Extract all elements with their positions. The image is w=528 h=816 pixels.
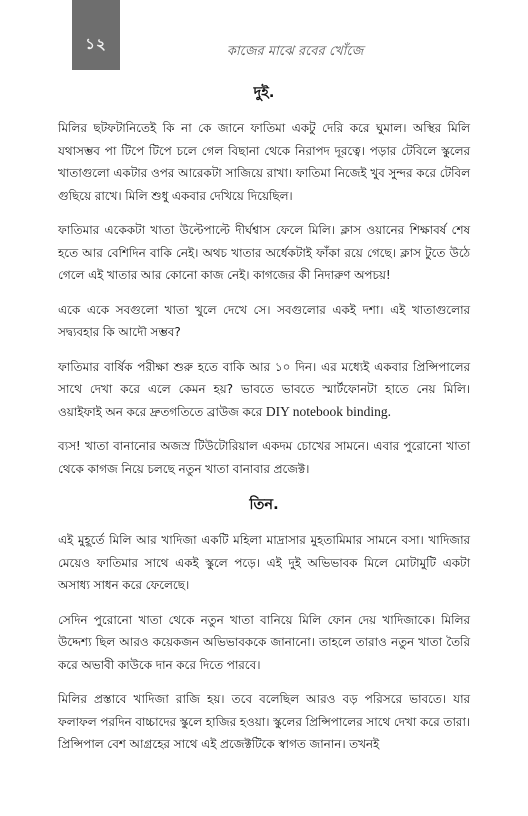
running-header-title: কাজের মাঝে রবের খোঁজে <box>226 44 364 59</box>
paragraph: ব্যস! খাতা বানানোর অজস্র টিউটোরিয়াল একদম চোখের সামনে। এবার পুরোনো খাতা থেকে কাগজ নিয়ে চলছে নতুন খাতা বানাবার প্রজেক্ট। <box>58 439 470 476</box>
page-body <box>58 82 470 768</box>
paragraph <box>58 356 470 424</box>
page-number-tab <box>72 0 120 70</box>
paragraph: মিলির ছটফটানিতেই কি না কে জানে ফাতিমা একটু দেরি করে ঘুমাল। অস্থির মিলি যথাসম্ভব পা টিপে টিপে চলে গেল বিছানা থেকে নিরাপদ দূরত্বে। পড়ার টেবিলে স্কুলের খাতাগুলো একটার ওপর আরেকটা সাজিয়ে রাখা। ফাতিমা নিজেই খুব সুন্দর করে টেবিল গুছিয়ে রাখে। মিলি শুধু একবার দেখিয়ে দিয়েছিল। <box>58 121 470 203</box>
latin-phrase: DIY notebook binding. <box>265 403 391 419</box>
section-heading-two: দুই. <box>253 85 275 101</box>
paragraph: ফাতিমার একেকটা খাতা উল্টেপাল্টে দীর্ঘশ্বাস ফেলে মিলি। ক্লাস ওয়ানের শিক্ষাবর্ষ শেষ হতে আর বেশিদিন বাকি নেই। অথচ খাতার অর্ধেকটাই ফাঁকা রয়ে গেছে। ক্লাস টুতে উঠে গেলে এই খাতার আর কোনো কাজ নেই। কাগজের কী নিদারুণ অপচয়! <box>58 223 470 282</box>
section-heading-three: তিন. <box>249 497 279 513</box>
paragraph-text: ফাতিমার বার্ষিক পরীক্ষা শুরু হতে বাকি আর ১০ দিন। এর মধ্যেই একবার প্রিন্সিপালের সাথে দেখা করে এলে কেমন হয়? ভাবতে ভাবতে স্মার্টফোনটা হাতে নেয় মিলি। ওয়াইফাই অন করে দ্রুতগতিতে ব্রাউজ করে <box>58 359 470 419</box>
paragraph: একে একে সবগুলো খাতা খুলে দেখে সে। সবগুলোর একই দশা। এই খাতাগুলোর সদ্ব্যবহার কি আদৌ সম্ভব? <box>58 302 470 339</box>
paragraph: এই মুহূর্তে মিলি আর খাদিজা একটি মহিলা মাদ্রাসার মুহতামিমার সামনে বসা। খাদিজার মেয়েও ফাতিমার সাথে একই স্কুলে পড়ে। এই দুই অভিভাবক মিলে মোটামুটি একটা অসাধ্য সাধন করে ফেলেছে। <box>58 533 470 592</box>
paragraph: মিলির প্রস্তাবে খাদিজা রাজি হয়। তবে বলেছিল আরও বড় পরিসরে ভাবতে। যার ফলাফল পরদিন বাচ্চাদের স্কুলে হাজির হওয়া। স্কুলের প্রিন্সিপালের সাথে দেখা করে তারা। প্রিন্সিপাল বেশ আগ্রহের সাথে এই প্রজেক্টটিকে স্বাগত জানান। তখনই <box>58 692 470 751</box>
page-number: ১২ <box>85 35 107 53</box>
paragraph: সেদিন পুরোনো খাতা থেকে নতুন খাতা বানিয়ে মিলি ফোন দেয় খাদিজাকে। মিলির উদ্দেশ্য ছিল আরও কয়েকজন অভিভাবককে জানানো। তাহলে তারাও নতুন খাতা তৈরি করে অভাবী কাউকে দান করে দিতে পারবে। <box>58 612 470 672</box>
